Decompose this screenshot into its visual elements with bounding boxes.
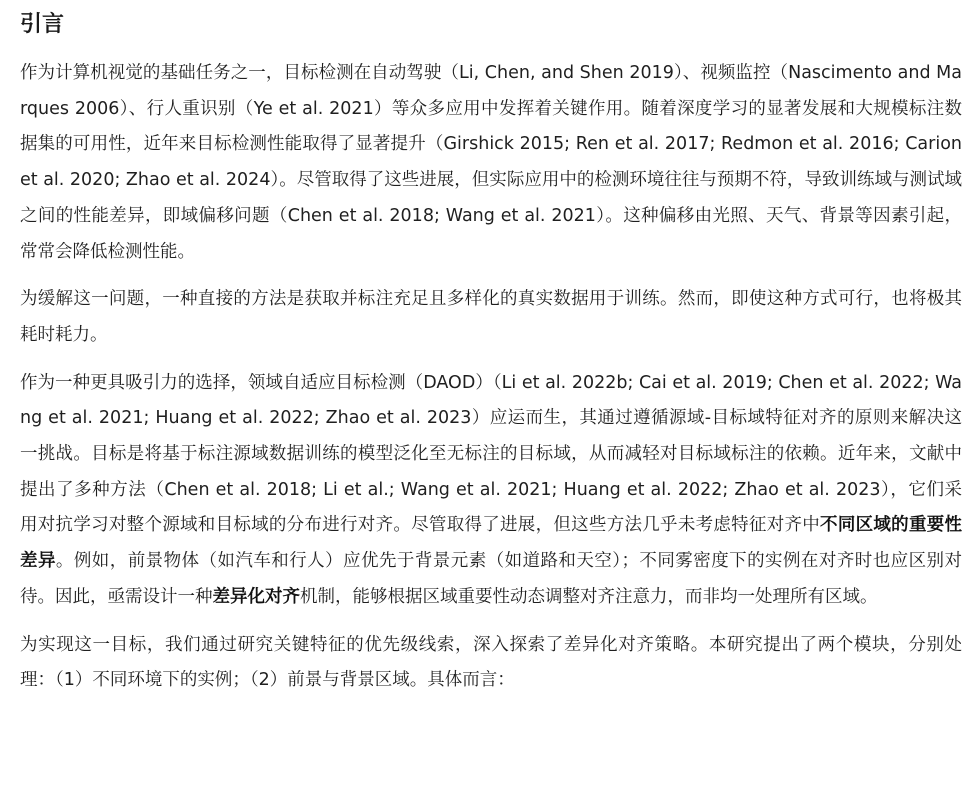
- paragraph-3: [20, 366, 962, 616]
- section-heading: 引言: [20, 12, 65, 37]
- article-body: [20, 6, 962, 711]
- paragraph-4: 为实现这一目标，我们通过研究关键特征的优先级线索，深入探索了差异化对齐策略。本研究提出了两个模块，分别处理：（1）不同环境下的实例；（2）前景与背景区域。具体而言：: [20, 634, 962, 691]
- paragraph-3-part-2: 。例如，前景物体（如汽车和行人）应优先于背景元素（如道路和天空）；不同雾密度下的实例在对齐时也应区别对待。因此，亟需设计一种: [20, 551, 963, 607]
- bold-phrase-differential-alignment: 差异化对齐: [212, 586, 300, 607]
- paragraph-3-part-3: 机制，能够根据区域重要性动态调整对齐注意力，而非均一处理所有区域。: [300, 586, 878, 607]
- paragraph-3-part-1: 作为一种更具吸引力的选择，领域自适应目标检测（DAOD）（Li et al. 2022b; Cai et al. 2019; Chen et al. 2022; Wang et al. 2021; Huang et al. 2022; Zhao et al. 2023）应运而生，其通过遵循源域-目标域特征对齐的原则来解决这一挑战。目标是将基于标注源域数据训练的模型泛化至无标注的目标域，从而减轻对目标域标注的依赖。近年来，文献中提出了多种方法（Chen et al. 2018; Li et al.; Wang et al. 2021; Huang et al. 2022; Zhao et al. 2023），它们采用对抗学习对整个源域和目标域的分布进行对齐。尽管取得了进展，但这些方法几乎未考虑特征对齐中: [20, 372, 962, 536]
- bold-phrase-importance-difference: 不同区域的重要性差异: [20, 515, 962, 572]
- paragraph-1: 作为计算机视觉的基础任务之一，目标检测在自动驾驶（Li, Chen, and Shen 2019）、视频监控（Nascimento and Marques 2006）、行人重识别（Ye et al. 2021）等众多应用中发挥着关键作用。随着深度学习的显著发展和大规模标注数据集的可用性，近年来目标检测性能取得了显著提升（Girshick 2015; Ren et al. 2017; Redmon et al. 2016; Carion et al. 2020; Zhao et al. 2024）。尽管取得了这些进展，但实际应用中的检测环境往往与预期不符，导致训练域与测试域之间的性能差异，即域偏移问题（Chen et al. 2018; Wang et al. 2021）。这种偏移由光照、天气、背景等因素引起，常常会降低检测性能。: [20, 63, 962, 262]
- paragraph-2: 为缓解这一问题，一种直接的方法是获取并标注充足且多样化的真实数据用于训练。然而，即使这种方式可行，也将极其耗时耗力。: [20, 289, 962, 345]
